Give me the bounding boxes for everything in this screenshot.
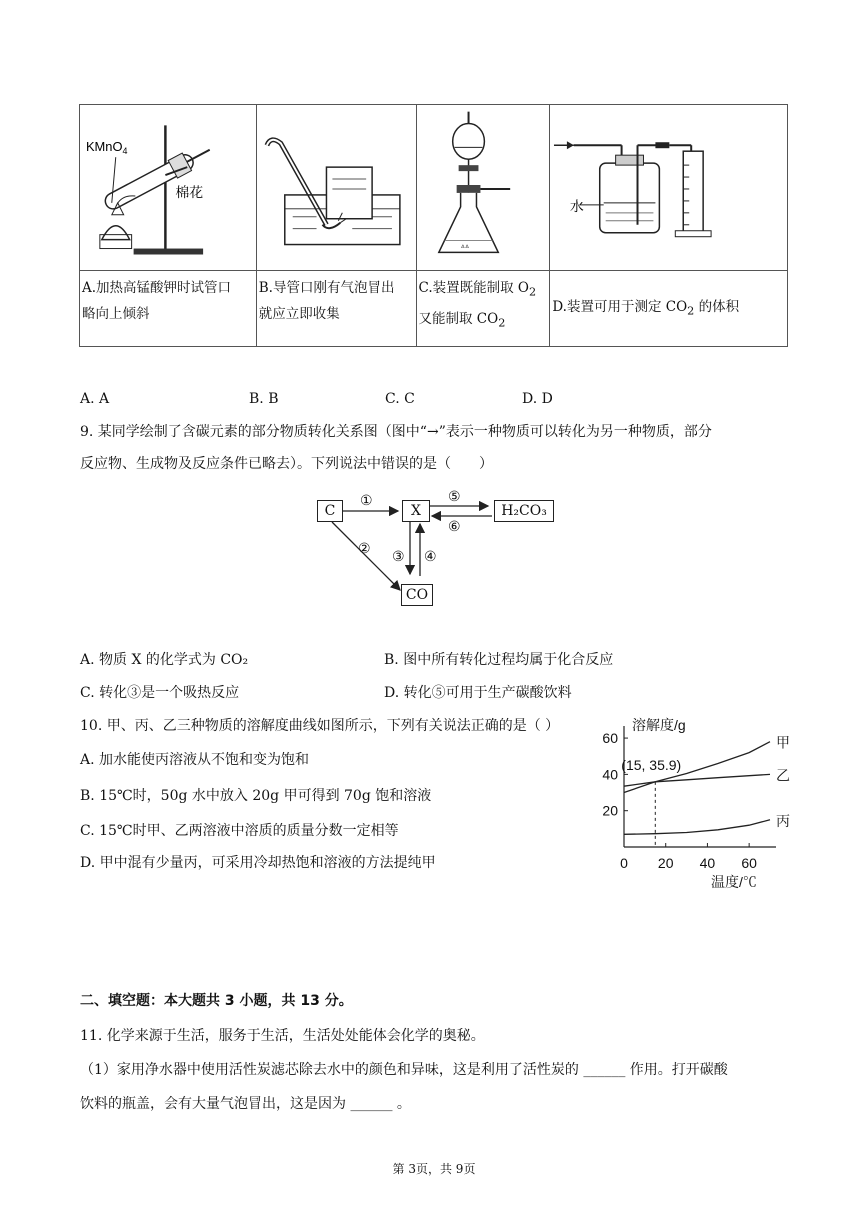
section-heading: 二、填空题：本大题共 3 小题，共 13 分。 [80, 993, 353, 1009]
node-c: C [317, 500, 343, 522]
node-x: X [402, 500, 430, 522]
y-tick-label: 20 [602, 802, 618, 819]
x-axis-label: 温度/℃ [711, 874, 757, 890]
q11-stem: 11. 化学来源于生活，服务于生活，生活处处能体会化学的奥秘。 [80, 1028, 485, 1044]
q10-option-b[interactable]: B. 15℃时，50g 水中放入 20g 甲可得到 70g 饱和溶液 [80, 788, 432, 804]
q11-part1-line1: （1）家用净水器中使用活性炭滤芯除去水中的颜色和异味，这是利用了活性炭的 ______ 作用。打开碳酸 [80, 1062, 728, 1078]
solubility-chart [592, 712, 797, 898]
label-5: ⑤ [448, 489, 461, 505]
q9-option-c[interactable]: C. 转化③是一个吸热反应 [80, 685, 240, 701]
q8-option-c[interactable]: C. C [385, 391, 415, 407]
q9-option-b[interactable]: B. 图中所有转化过程均属于化合反应 [384, 652, 614, 668]
q8-caption-c: C.装置既能制取 $O_2$ 又能制取 $CO_2$ [416, 271, 550, 347]
q8-caption-b: B.导管口刚有气泡冒出 就应立即收集 [256, 271, 416, 347]
page-footer: 第 3页，共 9页 [392, 1162, 476, 1176]
label-3: ③ [392, 549, 405, 565]
y-tick-label: 60 [602, 730, 618, 747]
q10-option-c[interactable]: C. 15℃时甲、乙两溶液中溶质的质量分数一定相等 [80, 823, 399, 839]
series-label: 乙 [776, 767, 790, 784]
q11-part1-line2: 饮料的瓶盖，会有大量气泡冒出，这是因为 ______ 。 [80, 1096, 411, 1112]
x-tick-label: 0 [620, 855, 628, 871]
label-4: ④ [424, 549, 437, 565]
q8-option-d[interactable]: D. D [522, 391, 553, 407]
q9-stem-line1: 9. 某同学绘制了含碳元素的部分物质转化关系图（图中“→”表示一种物质可以转化为另一种物质，部分 [80, 424, 712, 440]
y-tick-label: 40 [602, 766, 618, 783]
chart-ticks [602, 730, 757, 871]
q9-option-d[interactable]: D. 转化⑤可用于生产碳酸饮料 [384, 685, 572, 701]
gas-collection-apparatus-image [257, 105, 416, 265]
carbon-conversion-diagram [300, 489, 570, 614]
svg-text:ᐞᐞ: ᐞᐞ [460, 243, 469, 253]
x-tick-label: 20 [657, 855, 674, 871]
water-label: 水 [570, 198, 585, 215]
series-丙 [624, 820, 770, 835]
label-1: ① [360, 493, 373, 509]
x-tick-label: 40 [699, 855, 716, 871]
q10-option-d[interactable]: D. 甲中混有少量丙，可采用冷却热饱和溶液的方法提纯甲 [80, 855, 436, 871]
q8-caption-d: D.装置可用于测定 $CO_2$ 的体积 [550, 271, 788, 347]
q8-option-b[interactable]: B. B [249, 391, 279, 407]
chart-axes [624, 726, 776, 847]
y-axis-label: 溶解度/g [632, 717, 686, 733]
node-h2co3: H₂CO₃ [494, 500, 554, 522]
q8-figure-c [416, 105, 550, 271]
q8-figure-b [256, 105, 416, 271]
q8-option-a[interactable]: A. A [80, 391, 110, 407]
kmno4-label: KMnO$_4$ [85, 139, 128, 157]
q9-stem-line2: 反应物、生成物及反应条件已略去）。下列说法中错误的是（ ） [80, 456, 493, 472]
q8-figure-d [550, 105, 788, 271]
co2-volume-apparatus-image [550, 105, 787, 265]
q8-figure-a [80, 105, 257, 271]
flask-funnel-apparatus-image [417, 105, 550, 265]
cotton-label: 棉花 [175, 184, 204, 201]
series-label: 丙 [776, 812, 790, 829]
q8-table [79, 104, 788, 347]
kmno4-heating-apparatus-image [80, 105, 256, 265]
annotation-label: (15, 35.9) [621, 756, 682, 773]
q10-stem: 10. 甲、丙、乙三种物质的溶解度曲线如图所示，下列有关说法正确的是（ ） [80, 718, 560, 734]
label-2: ② [358, 541, 371, 557]
x-tick-label: 60 [741, 855, 757, 871]
series-label: 甲 [776, 734, 790, 751]
q10-option-a[interactable]: A. 加水能使丙溶液从不饱和变为饱和 [80, 752, 310, 768]
q8-caption-a: A.加热高锰酸钾时试管口 略向上倾斜 [80, 271, 257, 347]
q9-option-a[interactable]: A. 物质 X 的化学式为 CO₂ [80, 652, 249, 668]
node-co: CO [401, 584, 433, 606]
label-6: ⑥ [448, 519, 461, 535]
